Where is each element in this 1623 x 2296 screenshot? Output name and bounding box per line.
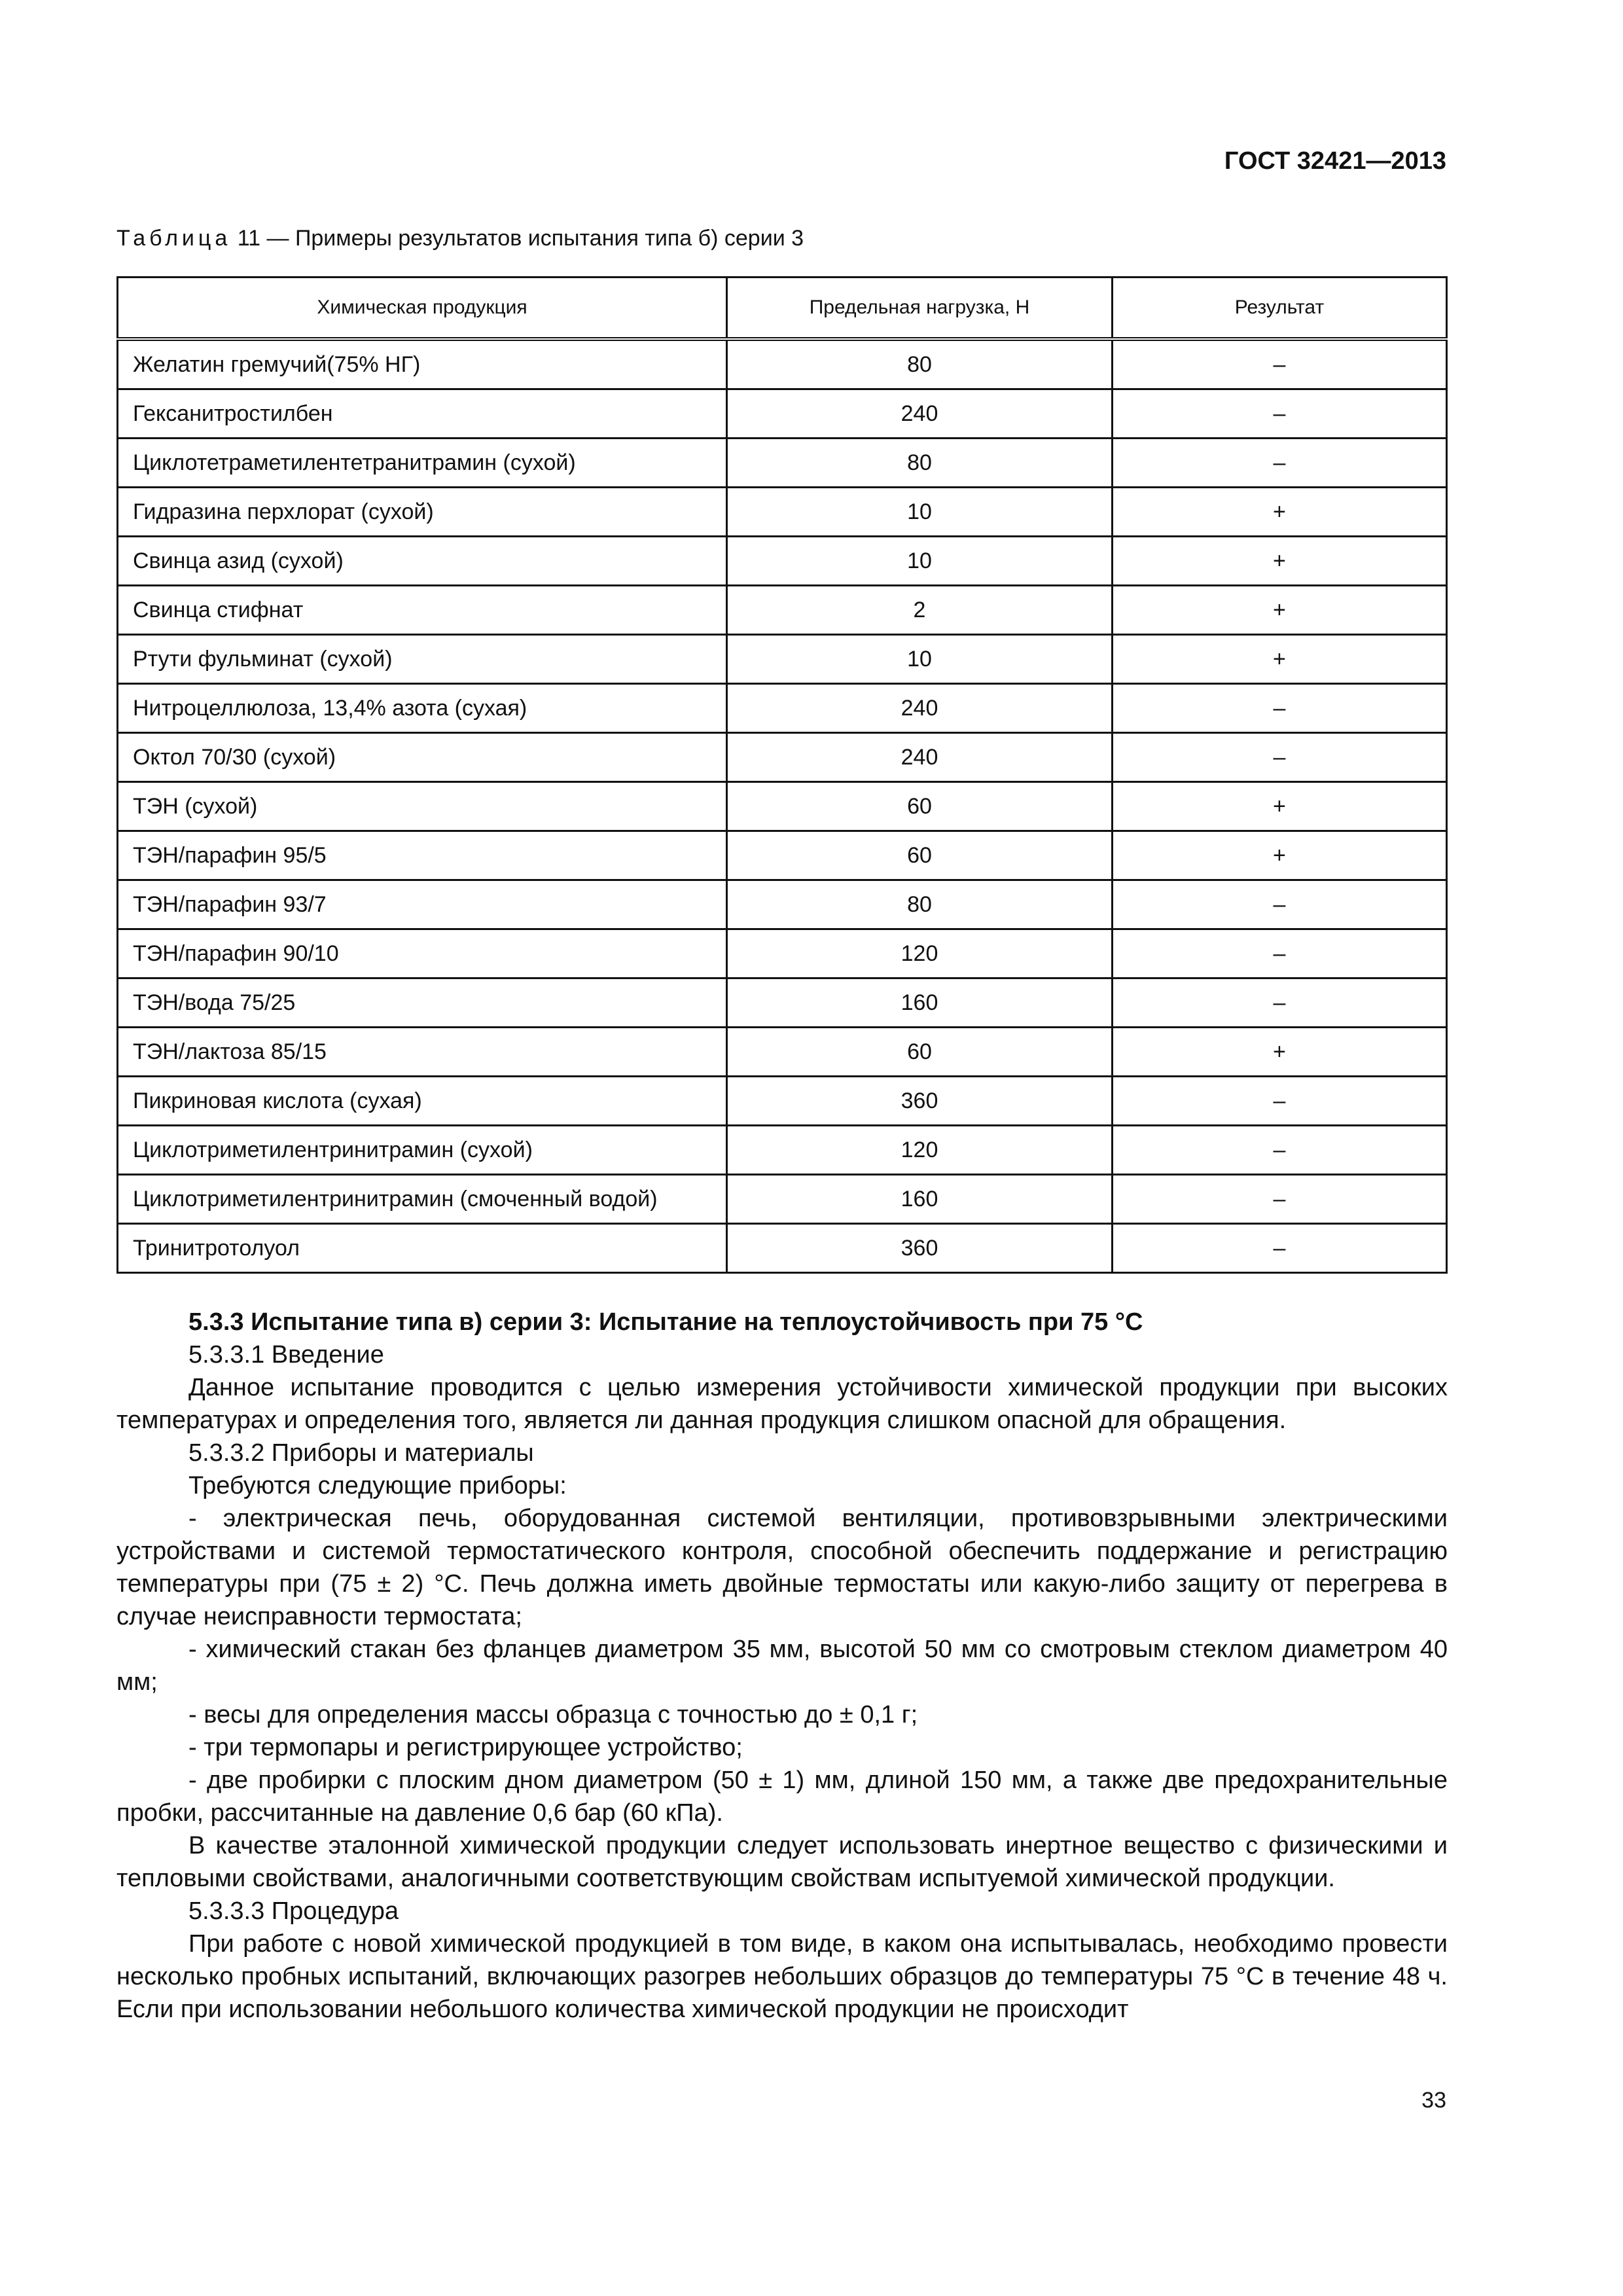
table-row [118,733,1447,782]
cell-limit-load: 60 [727,831,1113,880]
cell-result: – [1112,339,1446,389]
cell-chemical: Гексанитростилбен [118,389,727,439]
cell-chemical: Октол 70/30 (сухой) [118,733,727,782]
cell-limit-load: 160 [727,1175,1113,1224]
cell-limit-load: 160 [727,978,1113,1028]
table-row [118,1224,1447,1273]
cell-limit-load: 80 [727,880,1113,929]
standard-designation: ГОСТ 32421—2013 [1224,147,1446,175]
cell-limit-load: 120 [727,1126,1113,1175]
table-row [118,684,1447,733]
intro-paragraph: Данное испытание проводится с целью измерения устойчивости химической продукции при высоких температурах и определения того, является ли данная продукция слишком опасной для обращения. [116,1374,1448,1434]
cell-limit-load: 240 [727,389,1113,439]
cell-result: – [1112,389,1446,439]
cell-chemical: Свинца азид (сухой) [118,537,727,586]
cell-chemical: Циклотриметилентринитрамин (сухой) [118,1126,727,1175]
cell-result: + [1112,782,1446,831]
header-chemical: Химическая продукция [118,278,727,340]
cell-limit-load: 120 [727,929,1113,978]
table-caption [116,226,804,251]
header-result: Результат [1112,278,1446,340]
page-number: 33 [1421,2088,1446,2113]
table-row [118,339,1447,389]
cell-chemical: Циклотриметилентринитрамин (смоченный водой) [118,1175,727,1224]
equipment-lead: Требуются следующие приборы: [188,1472,567,1499]
cell-result: – [1112,880,1446,929]
table-row [118,1028,1447,1077]
cell-result: + [1112,586,1446,635]
cell-limit-load: 10 [727,488,1113,537]
table-row [118,389,1447,439]
table-row [118,880,1447,929]
cell-limit-load: 80 [727,339,1113,389]
cell-limit-load: 80 [727,439,1113,488]
cell-chemical: Тринитротолуол [118,1224,727,1273]
table-row [118,537,1447,586]
section-heading: 5.3.3 Испытание типа в) серии 3: Испытание на теплоустойчивость при 75 °С [188,1308,1143,1336]
table-row [118,978,1447,1028]
cell-result: – [1112,1224,1446,1273]
cell-chemical: Желатин гремучий(75% НГ) [118,339,727,389]
table-caption-text: 11 — Примеры результатов испытания типа б) серии 3 [231,226,804,251]
table-row [118,1126,1447,1175]
cell-result: – [1112,439,1446,488]
table-row [118,831,1447,880]
table-row [118,1077,1447,1126]
cell-result: – [1112,929,1446,978]
body-text [116,1306,1448,2026]
cell-result: + [1112,1028,1446,1077]
header-limit-load: Предельная нагрузка, Н [727,278,1113,340]
cell-result: – [1112,684,1446,733]
equipment-item: - электрическая печь, оборудованная системой вентиляции, противовзрывными электрическими устройствами и системой термостатического контроля, способной обеспечить поддержание и регистрацию температуры при (75 ± 2) °С. Печь должна иметь двойные термостаты или какую-либо защиту от перегрева в случае неисправности термостата; [116,1505,1448,1630]
cell-limit-load: 10 [727,635,1113,684]
cell-chemical: Пикриновая кислота (сухая) [118,1077,727,1126]
cell-limit-load: 360 [727,1224,1113,1273]
table-row [118,488,1447,537]
cell-limit-load: 2 [727,586,1113,635]
cell-chemical: Циклотетраметилентетранитрамин (сухой) [118,439,727,488]
cell-result: + [1112,635,1446,684]
table-row [118,635,1447,684]
cell-chemical: Нитроцеллюлоза, 13,4% азота (сухая) [118,684,727,733]
cell-chemical: ТЭН/парафин 90/10 [118,929,727,978]
equipment-heading: 5.3.3.2 Приборы и материалы [188,1439,534,1467]
intro-heading: 5.3.3.1 Введение [188,1341,384,1369]
table-row [118,1175,1447,1224]
table-row [118,586,1447,635]
table-caption-word: Таблица [116,226,232,251]
reference-paragraph: В качестве эталонной химической продукции следует использовать инертное вещество с физическими и тепловыми свойствами, аналогичными соответствующим свойствам испытуемой химической продукции. [116,1832,1448,1892]
table-row [118,929,1447,978]
cell-limit-load: 360 [727,1077,1113,1126]
cell-result: + [1112,831,1446,880]
cell-chemical: ТЭН (сухой) [118,782,727,831]
cell-result: + [1112,488,1446,537]
equipment-item: - химический стакан без фланцев диаметром 35 мм, высотой 50 мм со смотровым стеклом диаметром 40 мм; [116,1636,1448,1696]
cell-chemical: Свинца стифнат [118,586,727,635]
procedure-heading: 5.3.3.3 Процедура [188,1897,399,1925]
table-header-row [118,278,1447,340]
cell-result: – [1112,733,1446,782]
cell-result: – [1112,978,1446,1028]
results-table [116,276,1448,1274]
cell-result: – [1112,1126,1446,1175]
cell-limit-load: 240 [727,684,1113,733]
table-row [118,782,1447,831]
cell-chemical: Гидразина перхлорат (сухой) [118,488,727,537]
procedure-paragraph: При работе с новой химической продукцией в том виде, в каком она испытывалась, необходимо провести несколько пробных испытаний, включающих разогрев небольших образцов до температуры 75 °С в течение 48 ч. Если при использовании небольшого количества химической продукции не происходит [116,1930,1448,2023]
cell-limit-load: 240 [727,733,1113,782]
cell-limit-load: 60 [727,782,1113,831]
cell-chemical: ТЭН/парафин 95/5 [118,831,727,880]
equipment-item: - две пробирки с плоским дном диаметром (50 ± 1) мм, длиной 150 мм, а также две предохранительные пробки, рассчитанные на давление 0,6 бар (60 кПа). [116,1767,1448,1827]
table-row [118,439,1447,488]
equipment-item: - три термопары и регистрирующее устройство; [188,1734,743,1761]
cell-result: – [1112,1077,1446,1126]
equipment-item: - весы для определения массы образца с точностью до ± 0,1 г; [188,1701,918,1729]
cell-chemical: ТЭН/вода 75/25 [118,978,727,1028]
cell-chemical: ТЭН/лактоза 85/15 [118,1028,727,1077]
cell-chemical: ТЭН/парафин 93/7 [118,880,727,929]
cell-limit-load: 10 [727,537,1113,586]
cell-limit-load: 60 [727,1028,1113,1077]
cell-chemical: Ртути фульминат (сухой) [118,635,727,684]
cell-result: – [1112,1175,1446,1224]
cell-result: + [1112,537,1446,586]
